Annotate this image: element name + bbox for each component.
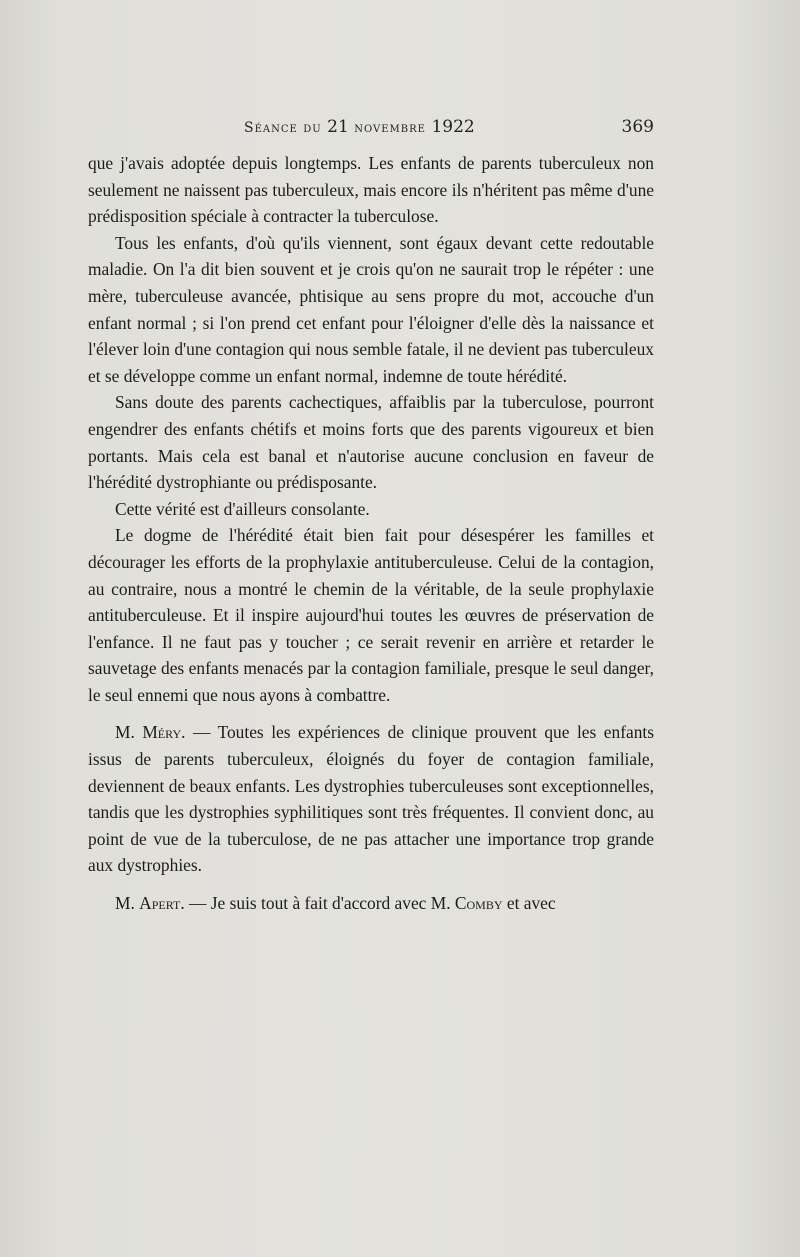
- speaker-text-end: et avec: [502, 893, 556, 914]
- page-number: 369: [621, 117, 654, 137]
- running-title-month: novembre: [348, 120, 432, 136]
- speaker-text: . — Je suis tout à fait d'accord avec M.: [180, 893, 455, 914]
- paragraph: Tous les enfants, d'où qu'ils viennent, sont égaux devant cette redoutable maladie. On l'a dit bien souvent et je crois qu'on ne saurait trop le répéter : une mère, tuberculeuse avancée, phtisique au sens propre du mot, accouche d'un enfant normal ; si l'on prend cet enfant pour l'éloigner d'elle dès la naissance et l'élever loin d'une contagion qui nous semble fatale, il ne devient pas tuberculeux et se développe comme un enfant normal, indemne de toute hérédité.: [88, 232, 654, 386]
- speaker-prefix: M.: [115, 722, 143, 743]
- paragraph: Sans doute des parents cachectiques, affaiblis par la tuberculose, pourront engendrer des enfants chétifs et moins forts que des parents vigoureux et bien portants. Mais cela est banal et n'autorise aucune conclusion en faveur de l'hérédité dystrophiante ou prédisposante.: [88, 392, 654, 493]
- paragraph-continued: que j'avais adoptée depuis longtemps. Les enfants de parents tuberculeux non seulement ne naissent pas tuberculeux, mais encore ils n'héritent pas même d'une prédisposition spéciale à contracter la tuberculose.: [88, 153, 654, 227]
- speaker-prefix: M.: [115, 893, 140, 914]
- running-title-prefix: Séance du: [244, 120, 328, 136]
- running-title-year: 1922: [431, 117, 475, 137]
- running-title-day: 21: [327, 117, 349, 137]
- speaker-paragraph-mery: [88, 719, 654, 879]
- referenced-name: Comby: [454, 893, 503, 914]
- speaker-paragraph-apert: [88, 890, 654, 917]
- running-title: [244, 117, 475, 137]
- paragraph: Cette vérité est d'ailleurs consolante.: [115, 498, 370, 519]
- paragraph: Le dogme de l'hérédité était bien fait pour désespérer les familles et décourager les efforts de la prophylaxie antituberculeuse. Celui de la contagion, au contraire, nous a montré le chemin de la véritable, de la seule prophylaxie antituberculeuse. Et il inspire aujourd'hui toutes les œuvres de préservation de l'enfance. Il ne faut pas y toucher ; ce serait revenir en arrière et retarder le sauvetage des enfants menacés par la contagion familiale, presque le seul danger, le seul ennemi que nous ayons à combattre.: [88, 525, 654, 705]
- speaker-name: Apert: [139, 893, 181, 914]
- page-header: [88, 117, 654, 141]
- speaker-text: . — Toutes les expériences de clinique prouvent que les enfants issus de parents tuberculeux, éloignés du foyer de contagion familiale, deviennent de beaux enfants. Les dystrophies tuberculeuses sont exceptionnelles, tandis que les dystrophies syphilitiques sont très fréquentes. Il convient donc, au point de vue de la tuberculose, de ne pas attacher une importance trop grande aux dystrophies.: [88, 722, 654, 876]
- speaker-name: Méry: [142, 722, 182, 743]
- body-text: [88, 150, 654, 917]
